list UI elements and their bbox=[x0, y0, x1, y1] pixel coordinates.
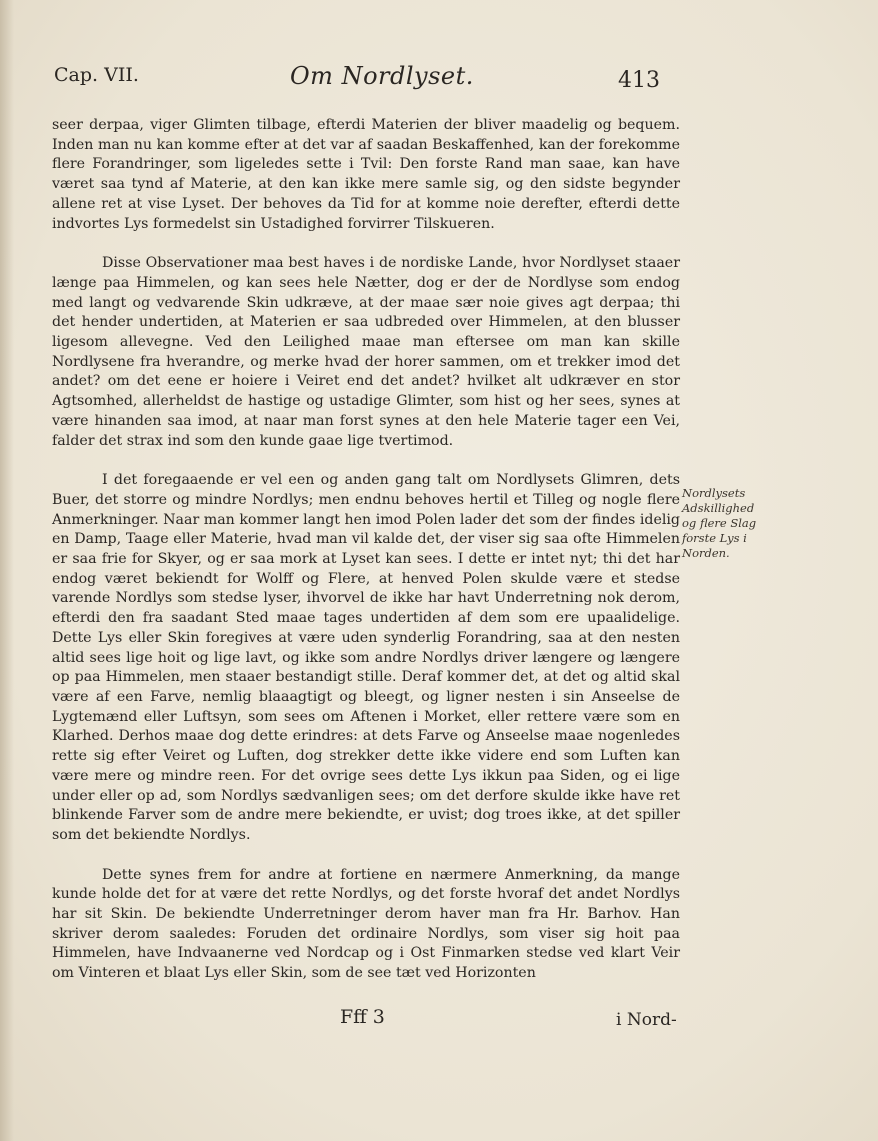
catchword: i Nord- bbox=[616, 1010, 677, 1030]
paragraph-4: Dette synes frem for andre at fortiene en nærmere Anmerkning, da mange kunde holde det for at være det rette Nordlys, og det forste hvoraf det andet Nordlys har sit Skin. De bekiendte Underretninger derom haver man fra Hr. Barhov. Han skriver derom saaledes: Foruden det ordinaire Nordlys, som viser sig hoit paa Himmelen, have Indvaanerne ved Nordcap og i Ost Finmarken stedse ved klart Veir om Vinteren et blaat Lys eller Skin, som de see tæt ved Horizonten bbox=[52, 866, 680, 982]
running-header bbox=[0, 62, 878, 96]
paragraph-2: Disse Observationer maa best haves i de nordiske Lande, hvor Nordlyset staaer længe paa Himmelen, og kan sees hele Nætter, dog er der de Nordlyse som endog med langt og vedvarende Skin udkræve, at der maae sær noie gives agt derpaa; thi det hender undertiden, at Materien er saa udbreded over Himmelen, at den blusser ligesom allevegne. Ved den Leilighed maae man eftersee om man kan skille Nordlysene fra hverandre, og merke hvad der horer sammen, om et trekker imod det andet? om det eene er hoiere i Veiret end det andet? hvilket alt udkræver en stor Agtsomhed, allerheldst de hastige og ustadige Glimter, som hist og her sees, synes at være hinanden saa imod, at naar man forst synes at den hele Materie tager een Vei, falder det strax ind som den kunde gaae lige tvertimod. bbox=[52, 255, 680, 449]
chapter-label: Cap. VII. bbox=[54, 64, 139, 86]
page-footer bbox=[0, 1006, 878, 1036]
signature-mark: Fff 3 bbox=[340, 1006, 385, 1028]
page-number: 413 bbox=[618, 68, 660, 93]
paragraph-1: seer derpaa, viger Glimten tilbage, efterdi Materien der bliver maadelig og bequem. Inden man nu kan komme efter at det var af saadan Beskaffenhed, kan der forekomme flere Forandringer, som ligeledes sette i Tvil: Den forste Rand man saae, kan have været saa tynd af Materie, at den kan ikke mere samle sig, og den sidste begynder allene ret at vise Lyset. Der behoves da Tid for at komme noie derefter, efterdi dette indvortes Lys formedelst sin Ustadighed forvirrer Tilskueren. bbox=[52, 117, 680, 232]
paragraph-3: I det foregaaende er vel een og anden gang talt om Nordlysets Glimren, dets Buer, det storre og mindre Nordlys; men endnu behoves hertil et Tilleg og nogle flere Anmerkninger. Naar man kommer langt hen imod Polen lader det som der findes idelig en Damp, Taage eller Materie, hvad man vil kalde det, der viser sig saa ofte Himmelen er saa frie for Skyer, og er saa mork at Lyset kan sees. I dette er intet nyt; thi det har endog været bekiendt for Wolff og Flere, at henved Polen skulde være et stedse varende Nordlys som stedse lyser, ihvorvel de ikke har havt Underretning nok derom, efterdi den fra saadant Sted maae tages undertiden af dem som ere upaalidelige. Dette Lys eller Skin foregives at være uden synderlig Forandring, saa at den nesten altid sees lige hoit og lige lavt, og ikke som andre Nordlys driver længere og længere op paa Himmelen, men staaer bestandigt stille. Deraf kommer det, at det og altid skal være af een Farve, nemlig blaaagtigt og bleegt, og ligner nesten i sin Anseelse de Lygtemænd eller Luftsyn, som sees om Aftenen i Morket, eller rettere være som en Klarhed. Derhos maae dog dette erindres: at dets Farve og Anseelse maae nogenledes rette sig efter Veiret og Luften, dog strekker dette ikke videre end som Luften kan være mere og mindre reen. For det ovrige sees dette Lys ikkun paa Siden, og ei lige under eller op ad, som Nordlys sædvanligen sees; om det derfore skulde ikke have ret blinkende Farver som de andre mere bekiendte, er uvist; dog troes ikke, at det spiller som det bekiendte Nordlys. bbox=[52, 472, 680, 843]
page-title: Om Nordlyset. bbox=[290, 62, 474, 90]
text-body bbox=[52, 116, 680, 984]
margin-note: Nordlysets Adskillighed og flere Slag forste Lys i Norden. bbox=[682, 486, 757, 560]
